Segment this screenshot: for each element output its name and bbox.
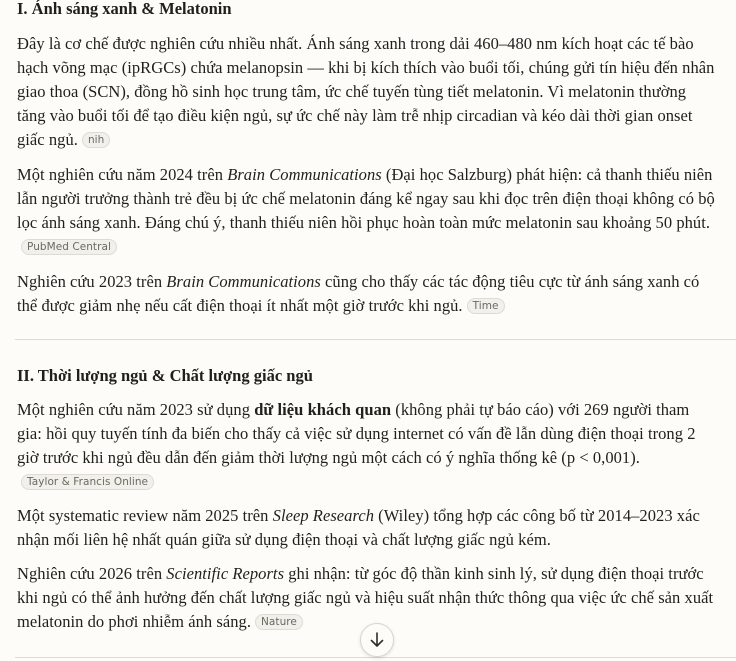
section-sleep-duration-quality (17, 364, 717, 634)
citation-badge[interactable]: Nature (255, 614, 303, 630)
section-divider (15, 339, 736, 340)
emphasis: dữ liệu khách quan (254, 400, 392, 419)
bottom-divider (15, 657, 736, 658)
journal-name: Brain Communications (166, 272, 321, 291)
citation-badge[interactable]: nih (82, 132, 110, 148)
section-heading: I. Ánh sáng xanh & Melatonin (17, 0, 232, 18)
paragraph: Đây là cơ chế được nghiên cứu nhiều nhất. Ánh sáng xanh trong dải 460–480 nm kích hoạt các tế bào hạch võng mạc (ipRGCs) chứa melanopsin — khi bị kích thích vào buổi tối, chúng gửi tín hiệu đến nhân giao thoa (SCN), đồng hồ sinh học trung tâm, ức chế tuyến tùng tiết melatonin. Vì melatonin thường tăng vào buổi tối để tạo điều kiện ngủ, sự ức chế này làm trễ nhịp circadian và kéo dài thời gian onset giấc ngủ. nih (17, 34, 715, 149)
paragraph: Một nghiên cứu năm 2023 sử dụng dữ liệu khách quan (không phải tự báo cáo) với 269 người tham gia: hồi quy tuyến tính đa biến cho thấy cả việc sử dụng internet có vấn đề lẫn dùng điện thoại trong 2 giờ trước khi ngủ đều dẫn đến giảm thời lượng ngủ một cách có ý nghĩa thống kê (p < 0,001).Taylor & Francis Online (17, 400, 696, 488)
citation-badge[interactable]: Taylor & Francis Online (21, 474, 154, 490)
citation-badge[interactable]: Time (467, 298, 505, 314)
section-heading: II. Thời lượng ngủ & Chất lượng giấc ngủ (17, 366, 313, 385)
paragraph: Một systematic review năm 2025 trên Sleep Research (Wiley) tổng hợp các công bố từ 2014–2023 xác nhận mối liên hệ nhất quán giữa sử dụng điện thoại và chất lượng giấc ngủ kém. (17, 506, 700, 549)
paragraph: Một nghiên cứu năm 2024 trên Brain Communications (Đại học Salzburg) phát hiện: cả thanh thiếu niên lẫn người trưởng thành trẻ đều bị ức chế melatonin đáng kể ngay sau khi đọc trên điện thoại không có bộ lọc ánh sáng xanh. Đáng chú ý, thanh thiếu niên hồi phục hoàn toàn mức melatonin sau khoảng 50 phút.PubMed Central (17, 165, 715, 253)
section-blue-light-melatonin (17, 0, 717, 318)
citation-badge[interactable]: PubMed Central (21, 239, 117, 255)
journal-name: Sleep Research (272, 506, 374, 525)
journal-name: Brain Communications (227, 165, 382, 184)
scroll-to-bottom-button[interactable] (360, 623, 394, 657)
arrow-down-icon (370, 632, 384, 648)
paragraph: Nghiên cứu 2023 trên Brain Communications cũng cho thấy các tác động tiêu cực từ ánh sáng xanh có thể được giảm nhẹ nếu cất điện thoại ít nhất một giờ trước khi ngủ. Time (17, 272, 700, 315)
journal-name: Scientific Reports (166, 564, 285, 583)
paragraph: Nghiên cứu 2026 trên Scientific Reports ghi nhận: từ góc độ thần kinh sinh lý, sử dụng điện thoại trước khi ngủ có thể ảnh hưởng đến chất lượng giấc ngủ và hiệu suất nhận thức thông qua việc ức chế sản xuất melatonin do phơi nhiễm ánh sáng. Nature (17, 564, 714, 631)
